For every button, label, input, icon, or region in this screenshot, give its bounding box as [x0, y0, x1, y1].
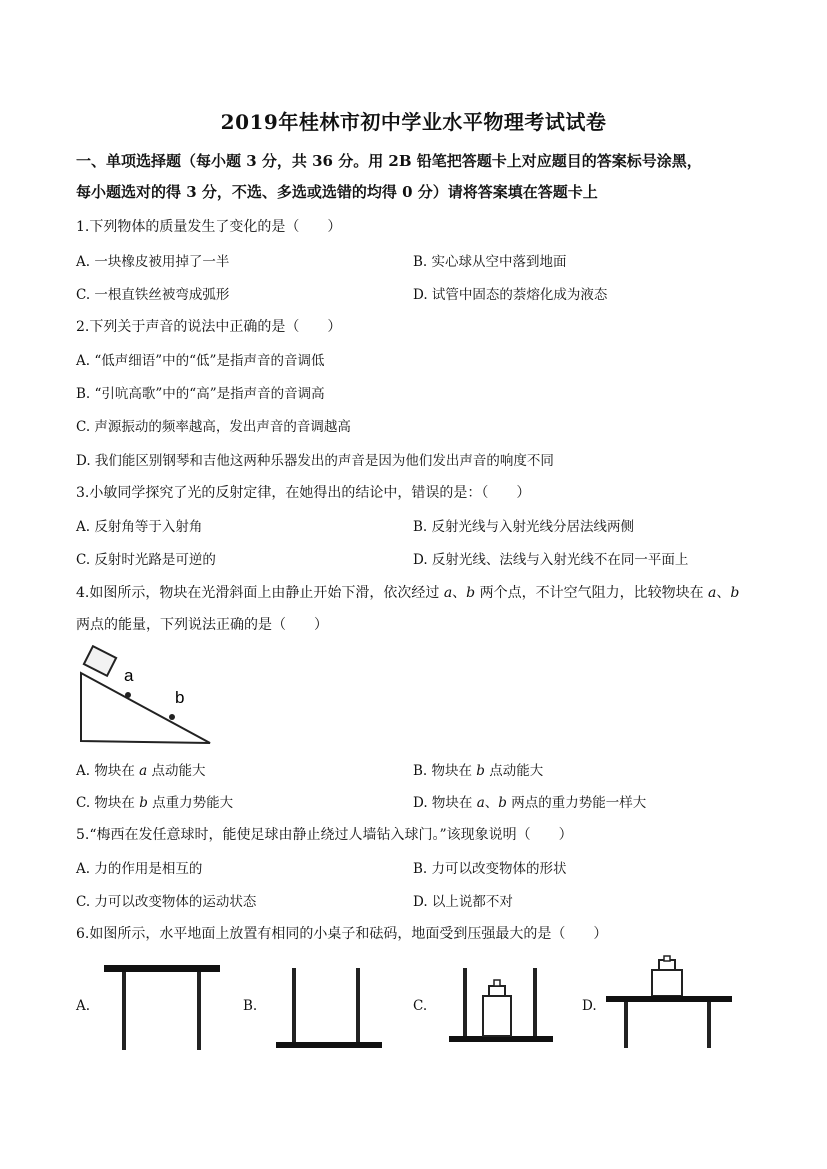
- q3-stem: 3.小敏同学探究了光的反射定律，在她得出的结论中，错误的是：（ ）: [76, 485, 531, 501]
- point-a-marker: [125, 692, 131, 698]
- q1-option-d[interactable]: D. 试管中固态的萘熔化成为液态: [413, 287, 608, 303]
- q2-option-b[interactable]: B. “引吭高歌”中的“高”是指声音的音调高: [76, 386, 325, 402]
- q1-stem: 1.下列物体的质量发生了变化的是（ ）: [76, 219, 342, 235]
- sliding-block: [84, 646, 116, 676]
- q1-option-c[interactable]: C. 一根直铁丝被弯成弧形: [76, 287, 230, 303]
- q2-option-d[interactable]: D. 我们能区别钢琴和吉他这两种乐器发出的声音是因为他们发出声音的响度不同: [76, 453, 554, 469]
- q5-option-d[interactable]: D. 以上说都不对: [413, 894, 513, 910]
- q3-option-b[interactable]: B. 反射光线与入射光线分居法线两侧: [413, 519, 635, 535]
- q5-option-b[interactable]: B. 力可以改变物体的形状: [413, 861, 567, 877]
- q4-stem-line-2: 两点的能量，下列说法正确的是（ ）: [76, 617, 328, 633]
- point-a-label: a: [124, 666, 134, 685]
- incline-figure: [76, 645, 221, 750]
- figure-c-inverted-with-weight: [445, 960, 557, 1044]
- figure-b-table-inverted: [272, 962, 387, 1052]
- q1-option-a[interactable]: A. 一块橡皮被用掉了一半: [76, 254, 230, 270]
- point-b-label: b: [175, 688, 185, 707]
- q4-option-b[interactable]: B. 物块在 b 点动能大: [413, 763, 544, 779]
- point-b-marker: [169, 714, 175, 720]
- q5-option-a[interactable]: A. 力的作用是相互的: [76, 861, 203, 877]
- q2-stem: 2.下列关于声音的说法中正确的是（ ）: [76, 319, 342, 335]
- q6-option-c-label[interactable]: C.: [413, 998, 428, 1014]
- page-title: 2019年桂林市初中学业水平物理考试试卷: [220, 110, 607, 134]
- q6-option-d-label[interactable]: D.: [582, 998, 597, 1014]
- section-instructions: [76, 146, 756, 208]
- q3-option-c[interactable]: C. 反射时光路是可逆的: [76, 552, 216, 568]
- q3-option-d[interactable]: D. 反射光线、法线与入射光线不在同一平面上: [413, 552, 689, 568]
- q6-stem: 6.如图所示，水平地面上放置有相同的小桌子和砝码，地面受到压强最大的是（ ）: [76, 926, 608, 942]
- incline-triangle: [81, 673, 210, 743]
- section-line-1: 一、单项选择题（每小题 3 分，共 36 分。用 2B 铅笔把答题卡上对应题目的答案标号涂黑，: [76, 152, 702, 170]
- figure-a-table-upright: [100, 962, 225, 1054]
- q4-option-c[interactable]: C. 物块在 b 点重力势能大: [76, 795, 234, 811]
- q6-option-b-label[interactable]: B.: [243, 998, 258, 1014]
- q4-option-d[interactable]: D. 物块在 a、b 两点的重力势能一样大: [413, 795, 647, 811]
- q5-stem: 5.“梅西在发任意球时，能使足球由静止绕过人墙钻入球门。”该现象说明（ ）: [76, 827, 573, 843]
- q4-stem-line-1: 4.如图所示，物块在光滑斜面上由静止开始下滑，依次经过 a、b 两个点，不计空气阻力，比较物块在 a、b: [76, 585, 740, 601]
- q2-option-c[interactable]: C. 声源振动的频率越高，发出声音的音调越高: [76, 419, 351, 435]
- q6-option-a-label[interactable]: A.: [76, 998, 91, 1014]
- figure-d-upright-with-weight: [602, 954, 737, 1054]
- q5-option-c[interactable]: C. 力可以改变物体的运动状态: [76, 894, 257, 910]
- section-line-2: 每小题选对的得 3 分，不选、多选或选错的均得 0 分）请将答案填在答题卡上: [76, 183, 598, 201]
- q1-option-b[interactable]: B. 实心球从空中落到地面: [413, 254, 567, 270]
- q4-option-a[interactable]: A. 物块在 a 点动能大: [76, 763, 206, 779]
- q2-option-a[interactable]: A. “低声细语”中的“低”是指声音的音调低: [76, 353, 325, 369]
- q3-option-a[interactable]: A. 反射角等于入射角: [76, 519, 203, 535]
